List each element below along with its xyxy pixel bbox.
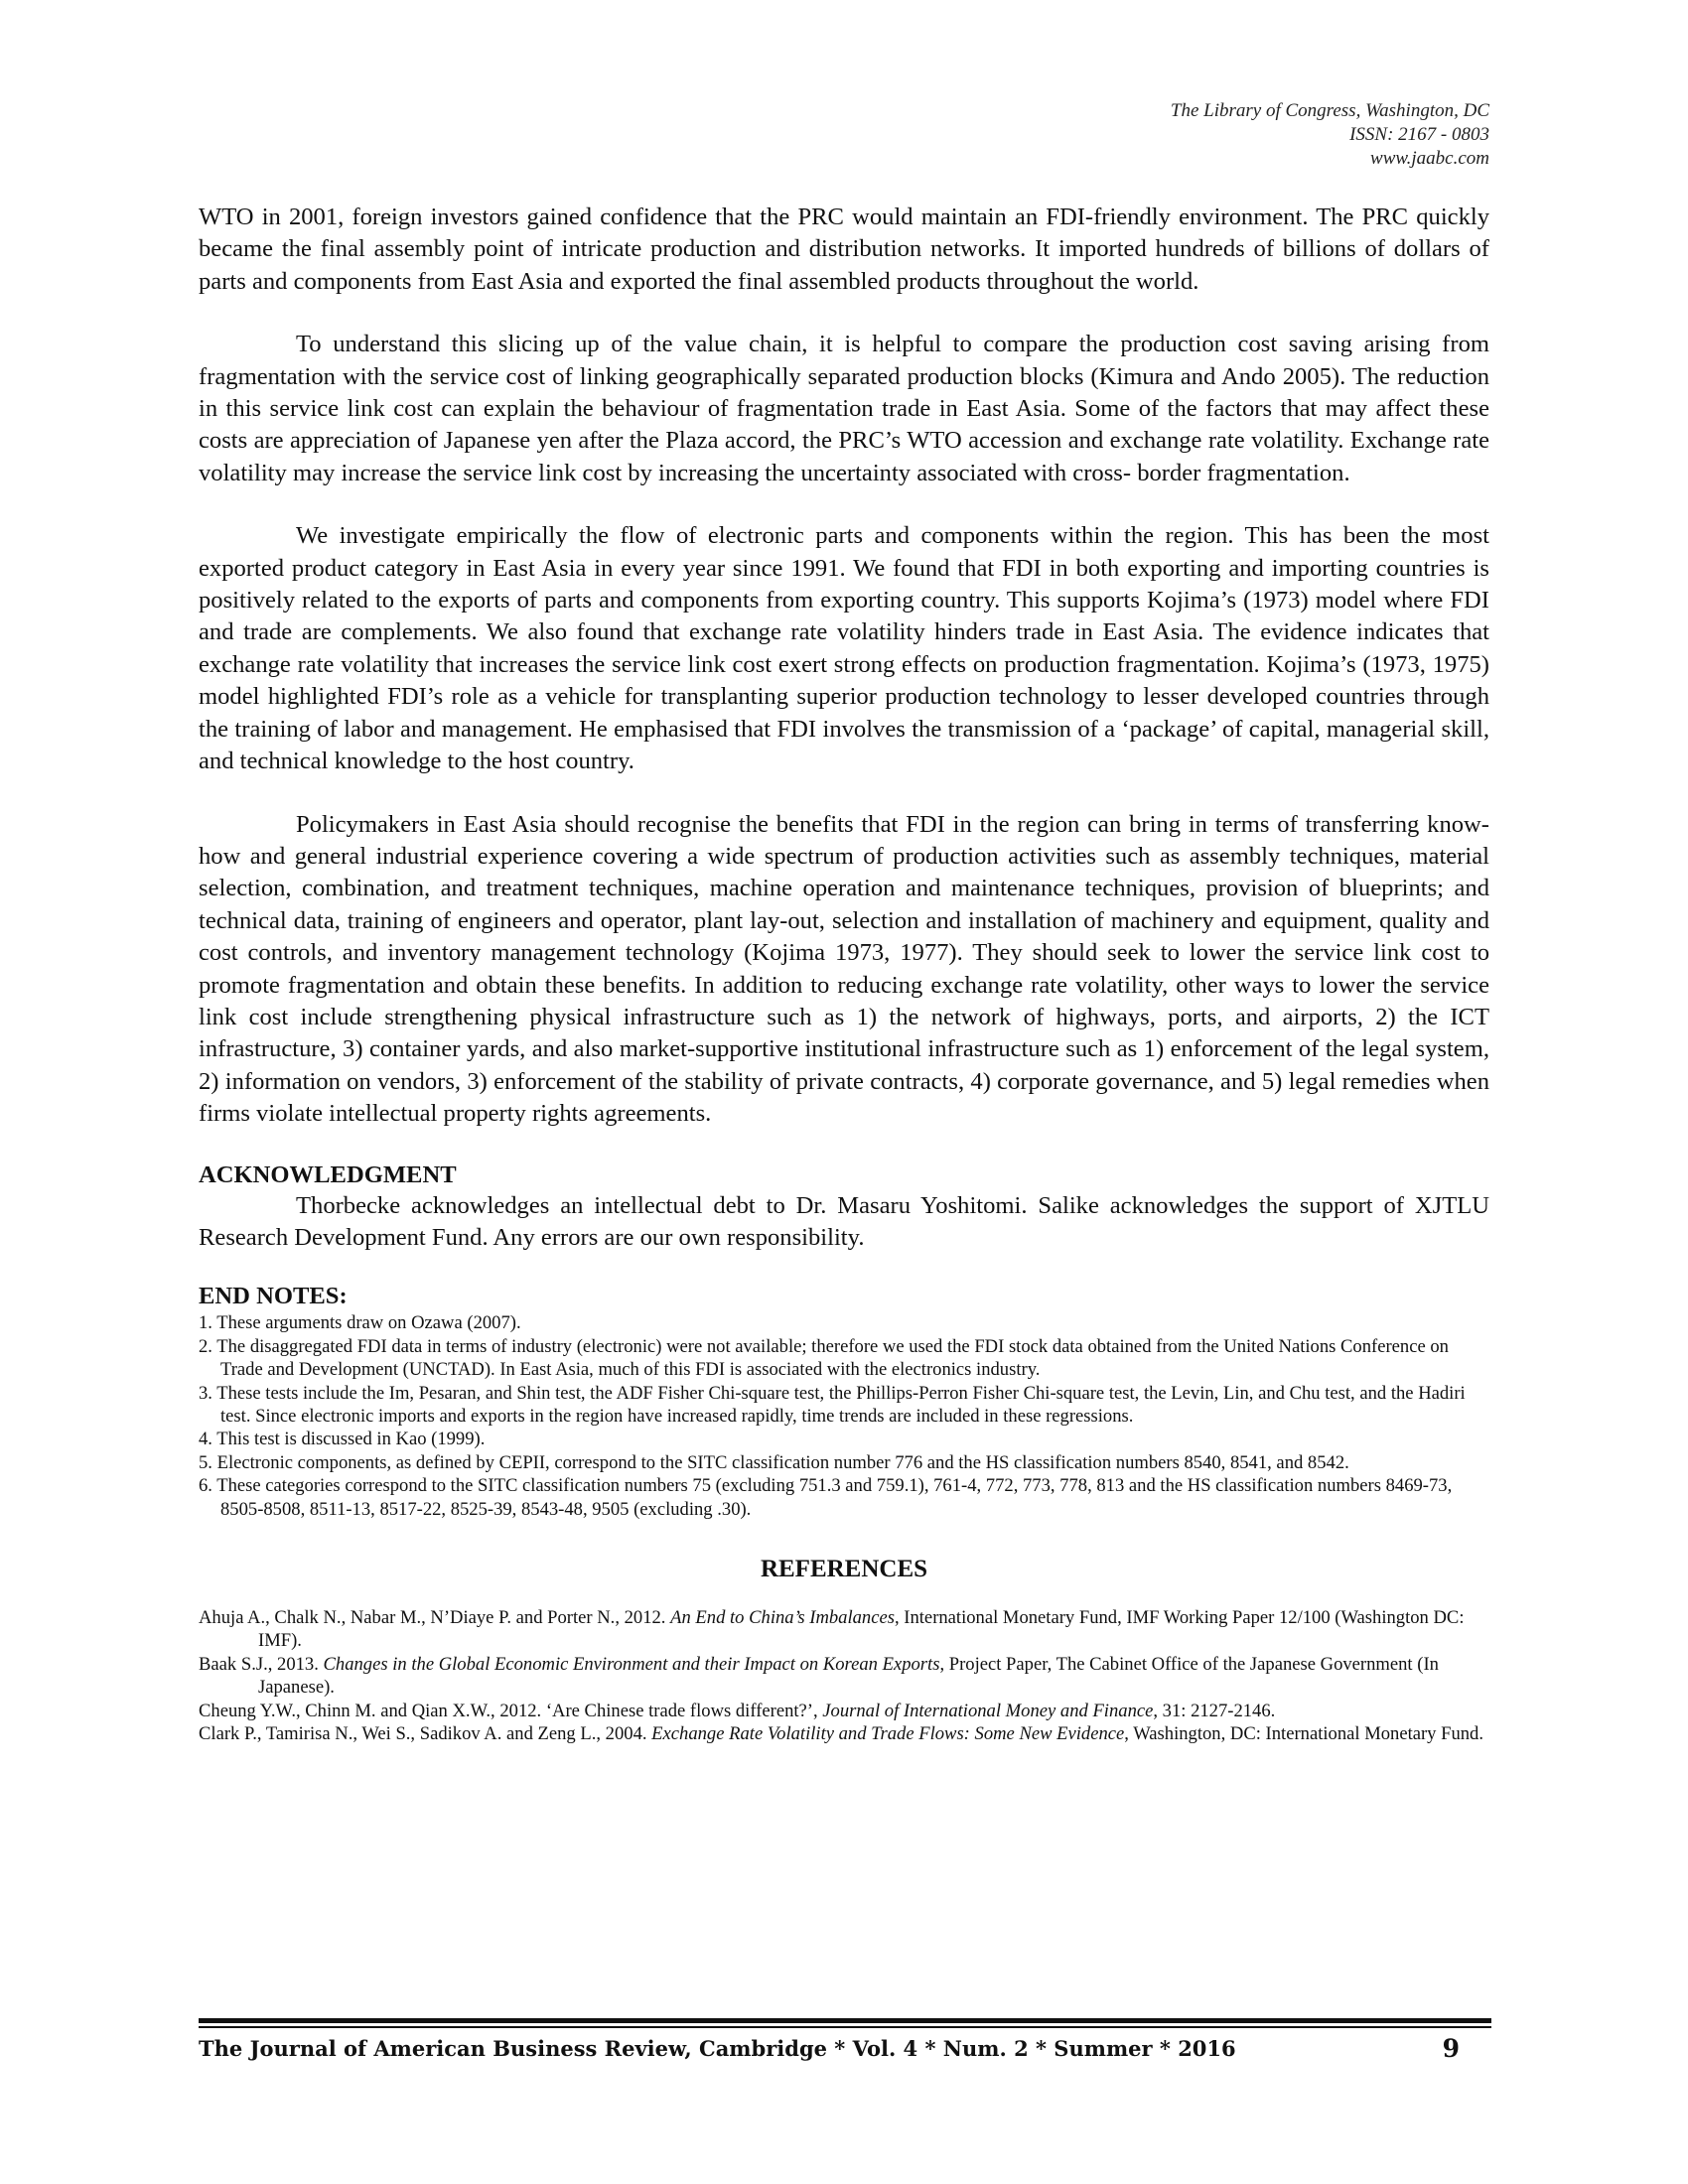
reference-authors: Baak S.J., 2013. xyxy=(199,1653,324,1675)
reference-title: Exchange Rate Volatility and Trade Flows: Some New Evidence xyxy=(651,1723,1125,1745)
endnote-item: 6. These categories correspond to the SITC classification numbers 75 (excluding 751.3 and 759.1), 761-4, 772, 773, 778, 813 and the HS classification numbers 8469-73, 8505-8508, 8511-13, 8517-22, 8525-39, 8543-48, 9505 (excluding .30). xyxy=(199,1475,1453,1520)
footer-journal-name: The Journal of American Business Review, Cambridge * Vol. 4 * Num. 2 * Summer * 2016 xyxy=(199,2036,1236,2061)
reference-item xyxy=(199,1653,1489,1700)
header-issn: ISSN: 2167 - 0803 xyxy=(1349,124,1489,145)
reference-details: , 31: 2127-2146. xyxy=(1153,1700,1276,1721)
body-paragraph-1: WTO in 2001, foreign investors gained confidence that the PRC would maintain an FDI-friendly environment. The PRC quickly became the final assembly point of intricate production and distribution networks. It imported hundreds of billions of dollars of parts and components from East Asia and exported the final assembled products throughout the world. xyxy=(199,204,1489,295)
page-header xyxy=(1171,99,1489,171)
reference-authors: Clark P., Tamirisa N., Wei S., Sadikov A. and Zeng L., 2004. xyxy=(199,1723,652,1745)
endnote-item: 2. The disaggregated FDI data in terms of industry (electronic) were not available; therefore we used the FDI stock data obtained from the United Nations Conference on Trade and Development (UNCTAD). In East Asia, much of this FDI is associated with the electronics industry. xyxy=(199,1335,1449,1381)
reference-title: Journal of International Money and Finance xyxy=(822,1700,1154,1721)
endnotes-list xyxy=(199,1311,1489,1521)
body-paragraph-4: Policymakers in East Asia should recognise the benefits that FDI in the region can bring in terms of transferring know-how and general industrial experience covering a wide spectrum of production activities such as assembly techniques, material selection, combination, and treatment techniques, machine operation and maintenance techniques, provision of blueprints; and technical data, training of engineers and operator, plant lay-out, selection and installation of machinery and equipment, quality and cost controls, and inventory management technology (Kojima 1973, 1977). They should seek to lower the service link cost to promote fragmentation and obtain these benefits. In addition to reducing exchange rate volatility, other ways to lower the service link cost include strengthening physical infrastructure such as 1) the network of highways, ports, and airports, 2) the ICT infrastructure, 3) container yards, and also market-supportive institutional infrastructure such as 1) enforcement of the legal system, 2) information on vendors, 3) enforcement of the stability of private contracts, 4) corporate governance, and 5) legal remedies when firms violate intellectual property rights agreements. xyxy=(199,810,1489,1128)
page-number: 9 xyxy=(1442,2034,1460,2063)
reference-item xyxy=(199,1722,1489,1745)
reference-authors: Ahuja A., Chalk N., Nabar M., N’Diaye P. and Porter N., 2012. xyxy=(199,1607,671,1629)
header-library: The Library of Congress, Washington, DC xyxy=(1170,100,1489,121)
endnote-item: 3. These tests include the Im, Pesaran, and Shin test, the ADF Fisher Chi-square test, the Phillips-Perron Fisher Chi-square test, the Levin, Lin, and Chu test, and the Hadiri test. Since electronic imports and exports in the region have increased rapidly, time trends are included in these regressions. xyxy=(199,1382,1466,1427)
reference-item xyxy=(199,1606,1489,1653)
main-content xyxy=(199,202,1489,1745)
reference-title: An End to China’s Imbalances xyxy=(670,1607,895,1629)
body-paragraph-3: We investigate empirically the flow of electronic parts and components within the region. This has been the most exported product category in East Asia in every year since 1991. We found that FDI in both exporting and importing countries is positively related to the exports of parts and components from exporting country. This supports Kojima’s (1973) model where FDI and trade are complements. We also found that exchange rate volatility hinders trade in East Asia. The evidence indicates that exchange rate volatility that increases the service link cost exert strong effects on production fragmentation. Kojima’s (1973, 1975) model highlighted FDI’s role as a vehicle for transplanting superior production technology to lesser developed countries through the training of labor and management. He emphasised that FDI involves the transmission of a ‘package’ of capital, managerial skill, and technical knowledge to the host country. xyxy=(199,522,1489,775)
acknowledgment-heading: ACKNOWLEDGMENT xyxy=(199,1160,457,1188)
reference-details: , International Monetary Fund, IMF Working Paper 12/100 (Washington DC: IMF). xyxy=(258,1607,1465,1652)
endnote-item: 5. Electronic components, as defined by CEPII, correspond to the SITC classification number 776 and the HS classification numbers 8540, 8541, and 8542. xyxy=(199,1451,1349,1473)
reference-details: , Project Paper, The Cabinet Office of the Japanese Government (In Japanese). xyxy=(258,1653,1439,1699)
reference-title: Changes in the Global Economic Environment and their Impact on Korean Exports xyxy=(323,1653,940,1675)
references-list xyxy=(199,1606,1489,1745)
reference-authors: Cheung Y.W., Chinn M. and Qian X.W., 2012. ‘Are Chinese trade flows different?’, xyxy=(199,1700,823,1721)
footer-rule-thick xyxy=(199,2018,1491,2023)
acknowledgment-text: Thorbecke acknowledges an intellectual debt to Dr. Masaru Yoshitomi. Salike acknowledges the support of XJTLU Research Development Fund. Any errors are our own responsibility. xyxy=(199,1191,1489,1251)
header-website: www.jaabc.com xyxy=(1370,148,1489,169)
reference-details: , Washington, DC: International Monetary Fund. xyxy=(1124,1723,1484,1745)
reference-item xyxy=(199,1700,1489,1722)
endnote-item: 4. This test is discussed in Kao (1999). xyxy=(199,1429,486,1450)
page-footer xyxy=(199,2034,1460,2064)
references-heading: REFERENCES xyxy=(760,1556,928,1583)
footer-rule-thin xyxy=(199,2026,1491,2028)
endnote-item: 1. These arguments draw on Ozawa (2007). xyxy=(199,1312,521,1334)
body-paragraph-2: To understand this slicing up of the value chain, it is helpful to compare the production cost saving arising from fragmentation with the service cost of linking geographically separated production blocks (Kimura and Ando 2005). The reduction in this service link cost can explain the behaviour of fragmentation trade in East Asia. Some of the factors that may affect these costs are appreciation of Japanese yen after the Plaza accord, the PRC’s WTO accession and exchange rate volatility. Exchange rate volatility may increase the service link cost by increasing the uncertainty associated with cross- border fragmentation. xyxy=(199,331,1489,486)
endnotes-heading: END NOTES: xyxy=(199,1283,348,1310)
